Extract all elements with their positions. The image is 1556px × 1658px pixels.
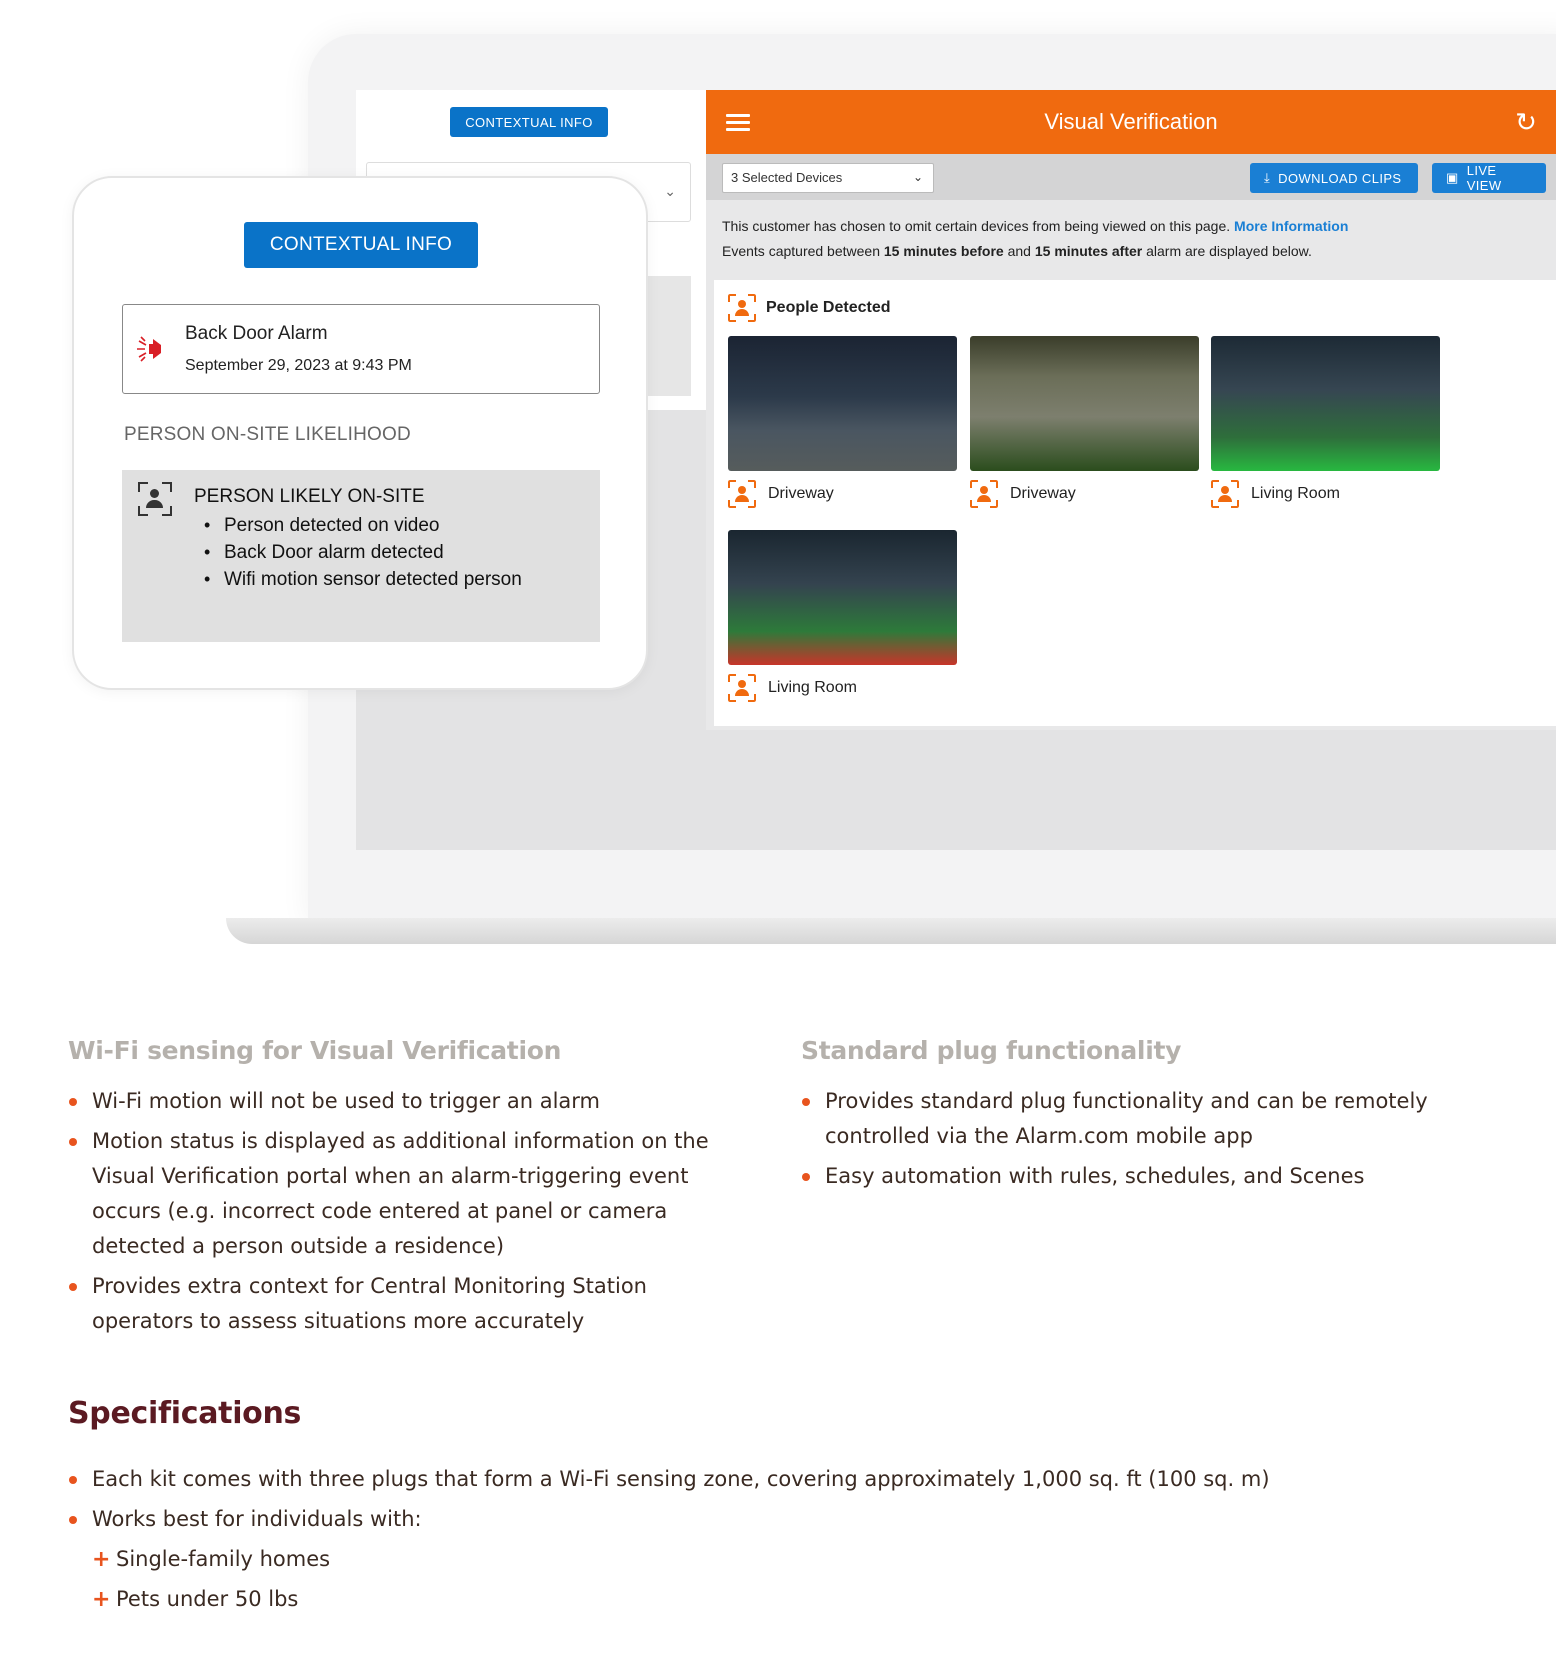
siren-icon	[135, 331, 171, 367]
more-information-link[interactable]: More Information	[1234, 218, 1349, 234]
live-view-button[interactable]	[1432, 163, 1546, 193]
clip-caption	[728, 674, 857, 702]
person-detected-icon	[728, 294, 756, 322]
people-detected-heading	[728, 294, 890, 322]
specifications-heading: Specifications	[68, 1396, 302, 1431]
list-item: Works best for individuals with:	[68, 1502, 1508, 1537]
clip-thumbnail-living-room[interactable]	[1211, 336, 1440, 471]
download-clips-button[interactable]	[1250, 163, 1418, 193]
capture-window-text	[722, 239, 1540, 264]
alarm-title: Back Door Alarm	[185, 323, 328, 344]
people-detected-label: People Detected	[766, 299, 891, 316]
live-view-label: LIVE VIEW	[1466, 163, 1502, 193]
list-item: + Pets under 50 lbs	[92, 1582, 330, 1617]
person-detected-icon	[1211, 480, 1239, 508]
clip-label: Driveway	[768, 485, 834, 502]
chevron-down-icon: ⌄	[912, 170, 923, 184]
clip-thumbnail-living-room[interactable]	[728, 530, 957, 665]
clip-label: Living Room	[768, 679, 857, 696]
people-detected-card	[714, 280, 1556, 726]
capture-window-part: Events captured between	[722, 243, 884, 259]
likelihood-result-box	[122, 470, 600, 642]
list-item: Provides standard plug functionality and can be remotely controlled via the Alarm.com mobile app	[801, 1084, 1441, 1154]
likelihood-result-title: PERSON LIKELY ON-SITE	[194, 486, 425, 507]
list-item: • Back Door alarm detected	[224, 539, 554, 566]
wifi-sensing-list	[68, 1084, 738, 1344]
clip-caption	[728, 480, 834, 508]
person-detected-icon	[138, 482, 172, 516]
likelihood-heading: PERSON ON-SITE LIKELIHOOD	[124, 424, 411, 445]
vv-header	[706, 90, 1556, 154]
specifications-sublist	[92, 1542, 330, 1622]
contextual-info-button[interactable]: CONTEXTUAL INFO	[244, 222, 478, 268]
laptop-base	[226, 918, 1556, 944]
list-item: Wi-Fi motion will not be used to trigger an alarm	[68, 1084, 738, 1119]
list-item: Easy automation with rules, schedules, and Scenes	[801, 1159, 1441, 1194]
clip-thumbnail-driveway[interactable]	[970, 336, 1199, 471]
capture-window-part: and	[1003, 243, 1035, 259]
download-icon: ⤓	[1264, 170, 1271, 185]
refresh-icon[interactable]: ↻	[1515, 107, 1537, 137]
vv-toolbar	[706, 154, 1556, 200]
chevron-down-icon: ⌄	[664, 183, 676, 199]
clip-label: Living Room	[1251, 485, 1340, 502]
omitted-devices-notice	[706, 200, 1556, 280]
capture-after: 15 minutes after	[1034, 243, 1143, 259]
clip-caption	[1211, 480, 1340, 508]
hamburger-menu-icon[interactable]	[726, 114, 750, 130]
plug-functionality-heading: Standard plug functionality	[801, 1036, 1182, 1065]
download-clips-label: DOWNLOAD CLIPS	[1278, 170, 1402, 186]
list-item: Each kit comes with three plugs that form a Wi-Fi sensing zone, covering approximately 1,000 sq. ft (100 sq. m)	[68, 1462, 1508, 1497]
live-view-icon: ▣	[1446, 170, 1459, 185]
alarm-timestamp: September 29, 2023 at 9:43 PM	[185, 357, 412, 374]
list-item: Provides extra context for Central Monitoring Station operators to assess situations more accurately	[68, 1269, 738, 1339]
list-item: • Wifi motion sensor detected person	[224, 566, 554, 593]
plug-functionality-list	[801, 1084, 1441, 1199]
device-select-value: 3 Selected Devices	[731, 170, 843, 185]
device-select[interactable]	[722, 163, 934, 193]
contextual-info-card	[72, 176, 648, 690]
list-item: + Single-family homes	[92, 1542, 330, 1577]
person-detected-icon	[970, 480, 998, 508]
notice-text: This customer has chosen to omit certain devices from being viewed on this page.	[722, 218, 1231, 234]
person-detected-icon	[728, 480, 756, 508]
wifi-sensing-heading: Wi-Fi sensing for Visual Verification	[68, 1036, 562, 1065]
clip-thumbnail-driveway[interactable]	[728, 336, 957, 471]
contextual-info-tab-button[interactable]: CONTEXTUAL INFO	[450, 107, 608, 137]
alarm-event-box	[122, 304, 600, 394]
page-title: Visual Verification	[1044, 109, 1218, 134]
person-detected-icon	[728, 674, 756, 702]
list-item: • Person detected on video	[224, 512, 554, 539]
visual-verification-panel	[706, 90, 1556, 730]
list-item: Motion status is displayed as additional information on the Visual Verification portal when an alarm-triggering event occurs (e.g. incorrect code entered at panel or camera detected a person outside a residence)	[68, 1124, 738, 1264]
likelihood-reasons	[224, 512, 554, 593]
specifications-list	[68, 1462, 1508, 1542]
clip-caption	[970, 480, 1076, 508]
capture-before: 15 minutes before	[883, 243, 1004, 259]
capture-window-part: alarm are displayed below.	[1142, 243, 1312, 259]
clip-label: Driveway	[1010, 485, 1076, 502]
